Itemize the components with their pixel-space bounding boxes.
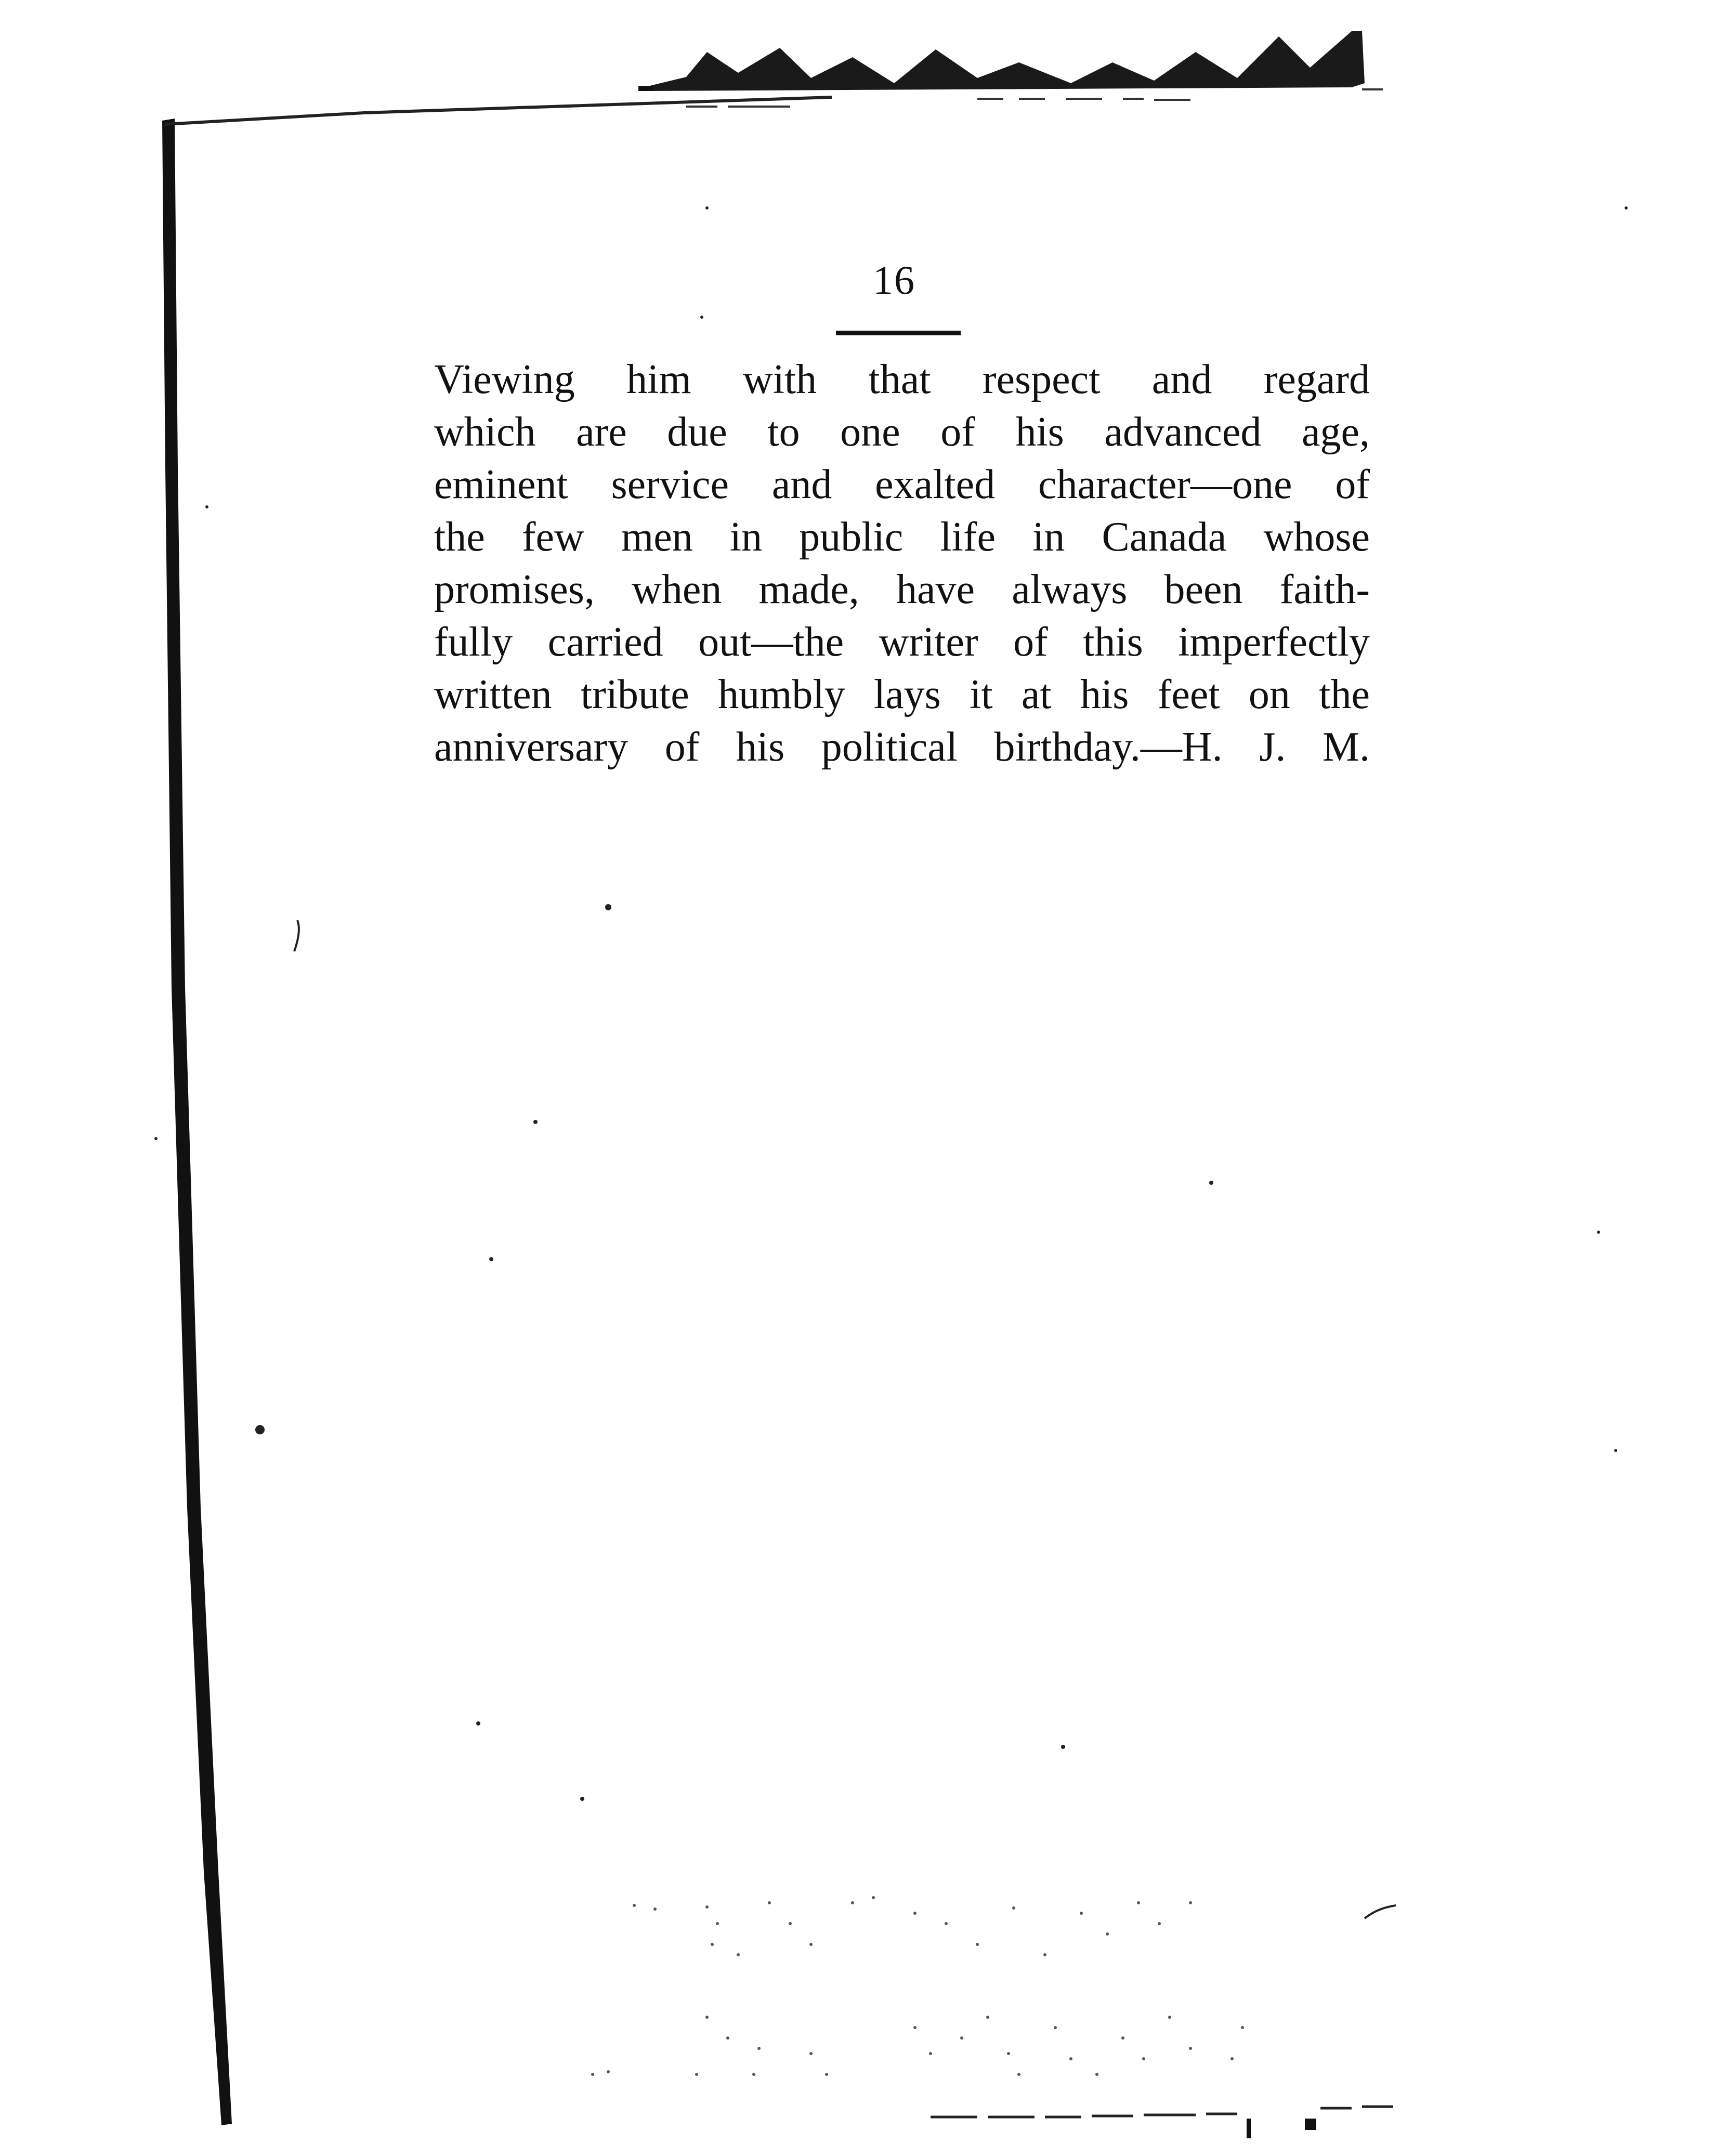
- paragraph-line: which are due to one of his advanced age,: [434, 409, 1370, 455]
- top-page-edge: [165, 96, 832, 126]
- paragraph-line: promises, when made, have always been faith-: [434, 567, 1370, 612]
- paragraph-line: fully carried out—the writer of this imperfectly: [434, 619, 1370, 665]
- bottom-dashes: [931, 2107, 1393, 2117]
- paragraph-line: the few men in public life in Canada whose: [434, 514, 1370, 560]
- paragraph-line: written tribute humbly lays it at his feet on the: [434, 672, 1370, 717]
- page-number: 16: [873, 257, 915, 303]
- top-dash-left: [638, 86, 653, 91]
- stray-mark-left: [294, 920, 299, 951]
- stray-mark-right: [1365, 1905, 1396, 1918]
- bottom-mark-1: [1247, 2119, 1251, 2138]
- paragraph-line: Viewing him with that respect and regard: [434, 357, 1370, 402]
- bleed-through-dots: [591, 1896, 1244, 2076]
- paragraph-line: anniversary of his political birthday.—H. J. M.: [434, 724, 1370, 770]
- body-paragraph: [434, 354, 1370, 774]
- left-binding-edge: [162, 119, 232, 2125]
- top-torn-strip: [650, 31, 1365, 91]
- paragraph-line: eminent service and exalted character—one of: [434, 462, 1370, 507]
- bottom-mark-2: [1305, 2119, 1316, 2130]
- header-rule: [836, 331, 961, 335]
